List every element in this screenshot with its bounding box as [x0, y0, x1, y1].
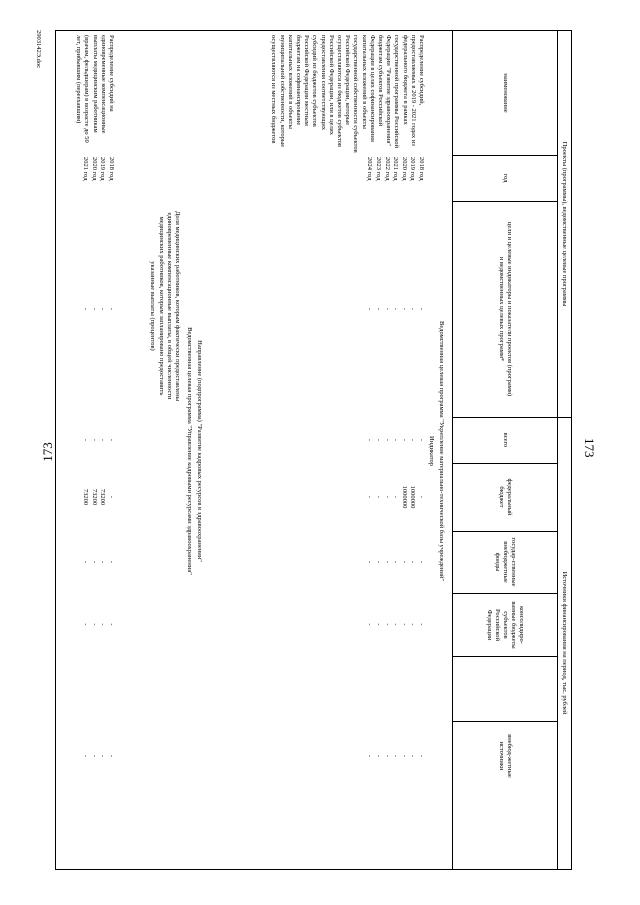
section2-row-0-year: 2018 год: [108, 157, 115, 181]
section2-row-2-extra: -: [90, 754, 98, 758]
section1-row-4-state: -: [383, 560, 391, 564]
section1-row-4-total: -: [383, 438, 391, 442]
section2-row-0-extra: -: [108, 754, 115, 758]
section1-row-2-state: -: [400, 560, 408, 564]
col-total-header: всего: [502, 432, 510, 448]
section1-row-5-regional: -: [375, 623, 382, 626]
section1-row-4-federal: -: [383, 495, 391, 499]
section2-row-2-year: 2020 год: [90, 157, 98, 181]
section1-row-0-year: 2018 год: [418, 157, 425, 181]
section1-row-0-federal: -: [418, 495, 425, 499]
section2-row-1-year: 2019 год: [99, 157, 107, 181]
section1-row-1-goal: -: [409, 307, 417, 311]
page-number-top: 173: [582, 438, 597, 458]
section2-row-2-federal: 73200: [90, 488, 98, 506]
section1-row-2-year: 2020 год: [400, 157, 408, 181]
section1-row-0-state: -: [418, 560, 425, 564]
section1-row-4-regional: -: [383, 623, 391, 626]
section2-row-3-federal: 73200: [82, 488, 90, 506]
section1-row-1-year: 2019 год: [409, 157, 417, 181]
section2-row-3-year: 2021 год: [82, 157, 90, 181]
section2-row-0-goal: -: [108, 307, 115, 311]
section2-row-1-state: -: [99, 560, 107, 564]
section1-row-1-federal: 1000000: [409, 485, 417, 509]
section2-row-3-extra: -: [82, 754, 90, 758]
section1-row-4-goal: -: [383, 307, 391, 311]
section1-row-5-extra: -: [375, 754, 382, 758]
section2-row-0-federal: -: [108, 495, 115, 499]
section2-row-1-goal: -: [99, 307, 107, 311]
section2-row-2-total: -: [90, 438, 98, 442]
section1-row-6-goal: -: [366, 307, 374, 311]
section1-row-6-state: -: [366, 560, 374, 564]
section1-program-title: Ведомственная целевая программа "Укрепление материально-технической базы учреждений": [438, 321, 445, 581]
section1-row-6-total: -: [366, 438, 374, 442]
section1-row-1-regional: -: [409, 623, 417, 626]
finance-table: [55, 30, 572, 870]
section2-row-2-state: -: [90, 560, 98, 564]
col-state-funds-header: государ-ственные внебюджетные фонды: [494, 537, 518, 587]
section1-row-2-total: -: [400, 438, 408, 442]
section2-direction-title: Направление (подпрограмма) "Развитие кадровых ресурсов в здравоохранении": [196, 340, 203, 562]
section2-indicator-text: Доля медицинских работников, которым фактически предоставлены единовременные компенсационные выплаты, в общей численности медицинских работников, которым запланировано предоставить указанные выплаты (процентов): [149, 211, 181, 401]
section2-row-3-total: -: [82, 438, 90, 442]
footer-filename: 2903142Э.doc: [35, 30, 42, 69]
section1-row-5-goal: -: [375, 307, 382, 311]
section1-indicator-label: Индикатор: [428, 436, 435, 466]
section1-name: Распределение субсидий, предоставляемых в 2019 - 2021 годах из федерального бюджета в рамках государственной программы Российской Федерации "Развитие здравоохранения" бюджетам субъектов Российской Федерации в целях софинансирования капитальных вложений в объекты государственной собственности субъектов Российской Федерации, которые осуществляются из бюджетов субъектов Российской Федерации, или в целях предоставления соответствующих субсидий из бюджетов субъектов Российской Федерации местным бюджетам на софинансирование капитальных вложений в объекты муниципальной собственности, которые осуществляются из местных бюджетов: [270, 35, 425, 153]
section1-row-5-year: 2023 год: [375, 157, 382, 181]
section1-row-6-extra: -: [366, 754, 374, 758]
section1-row-5-federal: -: [375, 495, 382, 499]
section1-row-5-state: -: [375, 560, 382, 564]
section1-row-0-total: -: [418, 438, 425, 442]
section2-program-title: Ведомственная целевая программа "Управление кадровыми ресурсами здравоохранения": [186, 327, 193, 575]
section2-row-1-extra: -: [99, 754, 107, 758]
section1-row-3-total: -: [392, 438, 400, 442]
section2-row-1-regional: -: [99, 623, 107, 626]
section1-row-1-state: -: [409, 560, 417, 564]
section1-row-3-regional: -: [392, 623, 400, 626]
section2-row-3-regional: -: [82, 623, 90, 626]
section1-row-2-federal: 1000000: [400, 485, 408, 509]
section1-row-2-extra: -: [400, 754, 408, 758]
page-number: 173: [40, 442, 55, 462]
section2-row-0-state: -: [108, 560, 115, 564]
section1-row-4-year: 2022 год: [383, 157, 391, 181]
section1-row-1-total: -: [409, 438, 417, 442]
section1-row-2-regional: -: [400, 623, 408, 626]
col-extra-header: внебюд-жетные источники: [498, 734, 514, 778]
section1-row-0-extra: -: [418, 754, 425, 758]
section2-row-0-total: -: [108, 438, 115, 442]
section1-row-0-goal: -: [418, 307, 425, 311]
section1-row-3-goal: -: [392, 307, 400, 311]
sources-group-header: Источники финансирования на период, тыс. рублей: [561, 571, 569, 715]
section2-row-3-state: -: [82, 560, 90, 564]
section2-row-0-regional: -: [108, 623, 115, 626]
section1-row-6-federal: -: [366, 495, 374, 499]
col-regional-header: консолидиро-ванные бюджеты субъектов Российской Федерации: [486, 601, 526, 649]
section1-row-1-extra: -: [409, 754, 417, 758]
section2-row-2-goal: -: [90, 307, 98, 311]
section1-row-3-federal: -: [392, 495, 400, 499]
col-year-header: год: [502, 173, 510, 183]
section1-row-3-extra: -: [392, 754, 400, 758]
section1-row-5-total: -: [375, 438, 382, 442]
col-federal-header: федеральный бюджет: [498, 478, 514, 516]
col-name-header: наименование: [502, 73, 510, 113]
section1-row-4-extra: -: [383, 754, 391, 758]
section2-row-1-total: -: [99, 438, 107, 442]
section1-row-3-state: -: [392, 560, 400, 564]
section2-row-2-regional: -: [90, 623, 98, 626]
section2-row-1-federal: 73200: [99, 488, 107, 506]
section1-row-0-regional: -: [418, 623, 425, 626]
section1-row-2-goal: -: [400, 307, 408, 311]
col-goals-header: цели и целевые индикаторы и показатели проектов (программ) и ведомственных целевых программ*: [498, 221, 514, 397]
section2-name: Распределение субсидий на единовременные компенсационные выплаты медицинским работникам (врачам, фельдшерам) в возрасте до 50 лет, прибывшим (переехавшим): [75, 35, 115, 143]
section1-row-6-regional: -: [366, 623, 374, 626]
projects-group-header: Проекты (программы), ведомственные целевые программы: [561, 141, 569, 307]
section1-row-6-year: 2024 год: [366, 157, 374, 181]
section1-row-3-year: 2021 год: [392, 157, 400, 181]
section2-row-3-goal: -: [82, 307, 90, 311]
